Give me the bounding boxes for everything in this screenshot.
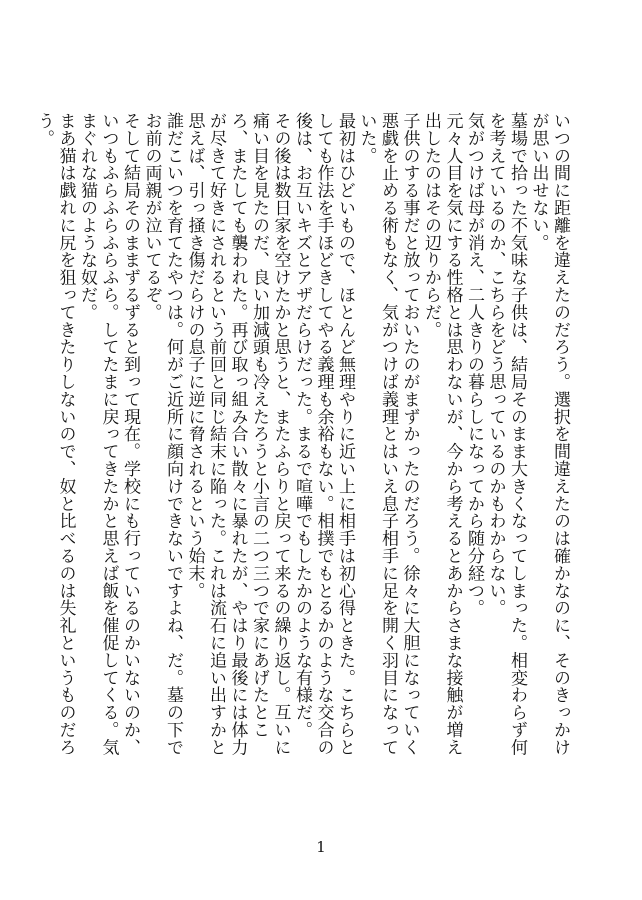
paragraph: 気がつけば母が消え、二人きりの暮らしになってから随分経つ。 [464,112,484,617]
paragraph: 墓場で拾った不気味な子供は、結局そのまま大きくなってしまった。相変わらず何を考えているのか、こちらをどう思っているのかもわからない。 [485,112,527,756]
paragraph: 最初はひどいもので、ほとんど無理やりに近い上に相手は初心得ときた。こちらとしても作法を手ほどきしてやる義理も余裕もない。相撲でもとるかのような交合の後は、お互いキズとアザだらけだった。まるで喧嘩でもしたかのような有様だ。 [292,112,355,756]
paragraph: その後は数日家を空けたかと思うと、またふらりと戻って来るの繰り返し。互いに痛い目を見たのだ、良い加減頭も冷えたろうと小言の二つ三つで家にあげたところ、またしても襲われた。再び取っ組み合い散々に暴れたが、やはり最後には体力が尽きて好きにされるという前回と同じ結末に陥った。これは流石に追い出すかと思えば、引っ掻き傷だらけの息子に逆に脅されるという始末。 [184,112,291,756]
paragraph: いつの間に距離を違えたのだろう。選択を間違えたのは確かなのに、そのきっかけが思い出せない。 [528,112,570,756]
paragraph: 誰だこいつを育てたやつは。何がご近所に顔向けできないですよね、だ。墓の下でお前の両親が泣いてるぞ。 [141,112,183,756]
paragraph: まあ猫は戯れに尻を狙ってきたりしないので、奴と比べるのは失礼というものだろう。 [34,112,76,756]
page-number: 1 [316,838,326,856]
paragraph: 子供のする事だと放っておいたのがまずかったのだろう。徐々に大胆になっていく悪戯を止める術もなく、気がつけば義理とはいえ息子相手に足を開く羽目になっていた。 [356,112,420,756]
vertical-text-body [34,112,570,772]
paragraph: そして結局そのままずるずると到って現在。学校にも行っているのかいないのか、いつもふらふらふらふら。してたまに戻ってきたかと思えば飯を催促してくる。気まぐれな猫のような奴だ。 [77,112,140,756]
paragraph: 元々人目を気にする性格とは思わないが、今から考えるとあからさまな接触が増え出したのはその辺りからだ。 [421,112,463,756]
